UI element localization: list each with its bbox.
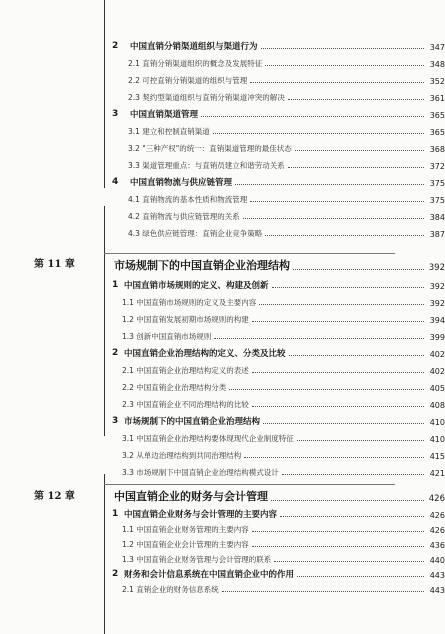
toc-entry-title: 4.2 直销物流与供应链管理的关系: [128, 212, 240, 221]
toc-entry-title: 中国直销物流与供应链管理: [130, 178, 233, 188]
toc-entry-title: 2.3 契约型渠道组织与直销分销渠道冲突的解决: [128, 93, 285, 102]
toc-page-number: 410: [429, 418, 445, 427]
leader-dots: [222, 591, 424, 592]
chapter-divider: [104, 484, 395, 485]
toc-page-number: 443: [429, 586, 445, 595]
toc-page-number: 392: [428, 263, 445, 273]
leader-dots: [252, 531, 424, 532]
toc-entry-title: 4.3 绿色供应链管理：直销企业竞争策略: [128, 229, 263, 238]
toc-page-number: 402: [429, 350, 445, 359]
toc-page-number: 440: [429, 556, 445, 565]
leader-dots: [272, 287, 424, 288]
toc-section-row[interactable]: 2 中国直销分销渠道组织与渠道行为 347: [112, 41, 445, 52]
leader-dots: [274, 561, 424, 562]
toc-page-number: 392: [429, 299, 445, 308]
toc-section-row[interactable]: 1 中国直销市场规则的定义、构建及创新 392: [112, 280, 445, 291]
leader-dots: [259, 304, 424, 305]
chapter-divider: [104, 253, 395, 254]
toc-entry-title: 中国直销企业治理结构的定义、分类及比较: [124, 349, 286, 359]
leader-dots: [289, 355, 424, 356]
toc-subsection-row[interactable]: [0, 140, 445, 154]
leader-dots: [261, 48, 424, 49]
toc-page-number: 384: [429, 213, 445, 222]
toc-page-number: 392: [429, 282, 445, 291]
toc-section-row[interactable]: 4 中国直销物流与供应链管理 375: [112, 177, 445, 188]
toc-chapter-title: 市场规制下的中国直销企业治理结构: [114, 259, 290, 272]
toc-subsection-row[interactable]: [0, 208, 445, 222]
toc-page-number: 436: [429, 541, 445, 550]
toc-page-number: 426: [428, 494, 445, 504]
toc-page-number: 368: [429, 145, 445, 154]
toc-subsection-row[interactable]: [0, 311, 445, 325]
toc-section-row[interactable]: 2 财务和会计信息系统在中国直销企业中的作用 443: [112, 569, 445, 580]
toc-entry-title: 3.1 建立和控制直销渠道: [128, 127, 210, 136]
leader-dots: [293, 269, 424, 270]
toc-entry-title: 财务和会计信息系统在中国直销企业中的作用: [124, 570, 295, 580]
toc-page-number: 375: [429, 179, 445, 188]
toc-entry-title: 中国直销渠道管理: [130, 110, 199, 120]
toc-entry-title: 市场规制下的中国直销企业治理结构: [124, 417, 261, 427]
leader-dots: [297, 440, 424, 441]
leader-dots: [214, 338, 424, 339]
toc-page-number: 361: [429, 94, 445, 103]
toc-page-number: 394: [429, 316, 445, 325]
toc-subsection-row[interactable]: [0, 157, 445, 171]
leader-dots: [252, 321, 424, 322]
leader-dots: [252, 546, 424, 547]
leader-dots: [250, 82, 424, 83]
toc-page-number: 421: [429, 469, 445, 478]
toc-entry-title: 3.2 从单边治理结构到共同治理结构: [122, 451, 242, 460]
toc-entry-title: 3.1 中国直销企业治理结构要体现现代企业制度特征: [122, 434, 294, 443]
leader-dots: [288, 167, 424, 168]
toc-chapter-row[interactable]: [0, 257, 445, 273]
toc-subsection-row[interactable]: [0, 430, 445, 444]
leader-dots: [297, 576, 424, 577]
leader-dots: [250, 201, 424, 202]
toc-page-number: 405: [429, 384, 445, 393]
toc-page-number: 347: [429, 43, 445, 52]
leader-dots: [263, 423, 424, 424]
toc-section-row[interactable]: 3 中国直销渠道管理 365: [112, 109, 445, 120]
toc-entry-title: 2.3 中国直销企业不同治理结构的比较: [122, 400, 249, 409]
toc-chapter-title: 中国直销企业的财务与会计管理: [114, 490, 268, 503]
toc-entry-title: 中国直销分销渠道组织与渠道行为: [130, 42, 258, 52]
toc-page-number: 399: [429, 333, 445, 342]
toc-entry-title: 1.3 创新中国直销市场规则: [122, 332, 212, 341]
toc-entry-title: 3.3 市场规制下中国直销企业治理结构模式设计: [122, 468, 279, 477]
toc-page-number: 365: [429, 111, 445, 120]
toc-subsection-row[interactable]: [0, 581, 445, 595]
toc-page-number: 375: [429, 196, 445, 205]
toc-subsection-row[interactable]: [0, 294, 445, 308]
leader-dots: [213, 133, 424, 134]
toc-subsection-row[interactable]: [0, 72, 445, 86]
leader-dots: [265, 65, 424, 66]
toc-page-number: 426: [429, 511, 445, 520]
toc-entry-title: 2.2 可控直销分销渠道的组织与管理: [128, 76, 248, 85]
leader-dots: [229, 389, 424, 390]
toc-section-row[interactable]: 2 中国直销企业治理结构的定义、分类及比较 402: [112, 348, 445, 359]
toc-subsection-row[interactable]: [0, 396, 445, 410]
toc-subsection-row[interactable]: [0, 379, 445, 393]
leader-dots: [295, 150, 424, 151]
chapter-number: 第 11 章: [34, 259, 75, 270]
toc-subsection-row[interactable]: [0, 362, 445, 376]
toc-page-number: 352: [429, 77, 445, 86]
toc-subsection-row[interactable]: [0, 191, 445, 205]
toc-entry-title: 1.2 中国直销发展初期市场规则的构建: [122, 315, 249, 324]
toc-page-number: 408: [429, 401, 445, 410]
leader-dots: [282, 474, 424, 475]
toc-entry-title: 中国直销企业财务与会计管理的主要内容: [124, 510, 278, 520]
toc-subsection-row[interactable]: [0, 551, 445, 565]
toc-subsection-row[interactable]: [0, 447, 445, 461]
toc-entry-title: 中国直销市场规则的定义、构建及创新: [124, 281, 269, 291]
toc-section-row[interactable]: 3 市场规制下的中国直销企业治理结构 410: [112, 416, 445, 427]
toc-page-number: 365: [429, 128, 445, 137]
toc-subsection-row[interactable]: [0, 536, 445, 550]
toc-subsection-row[interactable]: [0, 89, 445, 103]
toc-entry-title: 1.2 中国直销企业会计管理的主要内容: [122, 540, 249, 549]
toc-entry-title: 2.1 中国直销企业治理结构定义的表述: [122, 366, 249, 375]
leader-dots: [252, 406, 424, 407]
leader-dots: [244, 457, 424, 458]
leader-dots: [243, 218, 424, 219]
toc-page-number: 415: [429, 452, 445, 461]
toc-entry-title: 1.1 中国直销企业财务管理的主要内容: [122, 525, 249, 534]
toc-entry-title: 3.2 "三种产权"的统一：直销渠道管理的最佳状态: [128, 144, 292, 153]
toc-section-row[interactable]: 1 中国直销企业财务与会计管理的主要内容 426: [112, 509, 445, 520]
toc-subsection-row[interactable]: [0, 464, 445, 478]
toc-subsection-row[interactable]: [0, 123, 445, 137]
toc-subsection-row[interactable]: [0, 521, 445, 535]
toc-entry-title: 2.1 直销分销渠道组织的概念及发展特征: [128, 59, 263, 68]
chapter-number: 第 12 章: [34, 491, 75, 502]
leader-dots: [201, 116, 424, 117]
toc-entry-title: 2.2 中国直销企业治理结构分类: [122, 383, 227, 392]
leader-dots: [271, 500, 424, 501]
toc-page-number: 387: [429, 230, 445, 239]
toc-page-number: 348: [429, 60, 445, 69]
leader-dots: [288, 99, 424, 100]
leader-dots: [235, 184, 424, 185]
toc-page-number: 443: [429, 571, 445, 580]
toc-page-number: 426: [429, 526, 445, 535]
leader-dots: [265, 235, 424, 236]
toc-entry-title: 1.3 中国直销企业财务管理与会计管理的联系: [122, 555, 272, 564]
leader-dots: [280, 516, 424, 517]
toc-page-number: 402: [429, 367, 445, 376]
toc-subsection-row[interactable]: [0, 328, 445, 342]
toc-entry-title: 3.3 渠道管理重点：与直销员建立和谐劳动关系: [128, 161, 285, 170]
toc-page-number: 372: [429, 162, 445, 171]
toc-entry-title: 2.1 直销企业的财务信息系统: [122, 585, 219, 594]
toc-subsection-row[interactable]: [0, 225, 445, 239]
toc-page-number: 410: [429, 435, 445, 444]
toc-entry-title: 4.1 直销物流的基本性质和物流管理: [128, 195, 248, 204]
toc-entry-title: 1.1 中国直销市场规则的定义及主要内容: [122, 298, 257, 307]
leader-dots: [252, 372, 424, 373]
toc-chapter-row[interactable]: [0, 488, 445, 504]
toc-subsection-row[interactable]: [0, 55, 445, 69]
